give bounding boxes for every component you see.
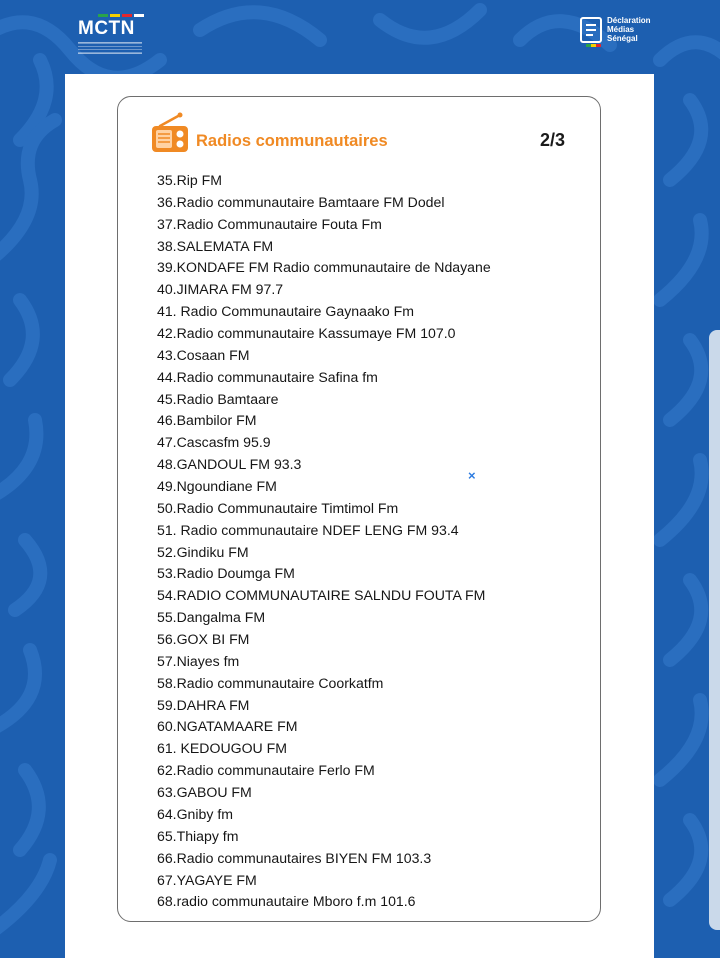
list-item: 35.Rip FM [157,172,223,188]
list-item: 38.SALEMATA FM [157,237,274,254]
page-indicator: 2/3 [540,130,566,150]
list-item: 56.GOX BI FM [157,631,250,648]
list-item: 39.KONDAFE FM Radio communautaire de Ndayane [157,259,491,276]
list-item: 48.GANDOUL FM 93.3 [157,456,302,473]
close-icon[interactable]: × [468,468,476,483]
list-item: 43.Cosaan FM [157,346,250,363]
radio-list [157,170,491,913]
list-item: 68.radio communautaire Mboro f.m 101.6 [157,893,416,910]
list-item: 54.RADIO COMMUNAUTAIRE SALNDU FOUTA FM [157,587,486,604]
list-item: 44.Radio communautaire Safina fm [157,368,378,385]
list-item: 50.Radio Communautaire Timtimol Fm [157,499,399,516]
card-header [150,112,388,154]
list-item: 45.Radio Bamtaare [157,390,279,407]
stripe-yellow [110,14,120,17]
list-item: 61. KEDOUGOU FM [157,740,287,757]
list-item: 59.DAHRA FM [157,696,250,713]
list-item: 52.Gindiku FM [157,543,249,560]
document-icon [580,17,602,43]
list-item: 63.GABOU FM [157,784,252,801]
list-item: 62.Radio communautaire Ferlo FM [157,762,375,779]
mctn-logo [78,14,144,54]
list-item: 41. Radio Communautaire Gaynaako Fm [157,303,414,320]
stripe-red [122,14,132,17]
list-item: 67.YAGAYE FM [157,871,257,888]
logo-flag-stripes [98,14,144,17]
side-panel-edge [709,330,720,930]
logo-text: MCTN [78,18,135,39]
list-item: 57.Niayes fm [157,652,240,669]
list-item: 65.Thiapy fm [157,827,239,844]
list-item: 58.Radio communautaire Coorkatfm [157,674,384,691]
list-item: 49.Ngoundiane FM [157,478,277,495]
list-item: 46.Bambilor FM [157,412,257,429]
stripe-white [134,14,144,17]
list-item: 64.Gniby fm [157,805,233,822]
declaration-label: Déclaration Médias Sénégal [607,16,651,43]
declaration-medias-logo [580,16,651,43]
list-item: 40.JIMARA FM 97.7 [157,281,284,298]
list-item: 66.Radio communautaires BIYEN FM 103.3 [157,849,432,866]
list-item: 51. Radio communautaire NDEF LENG FM 93.4 [157,521,459,538]
stripe-green [98,14,108,17]
list-item: 36.Radio communautaire Bamtaare FM Dodel [157,193,445,210]
list-item: 37.Radio Communautaire Fouta Fm [157,215,382,232]
list-item: 60.NGATAMAARE FM [157,718,298,735]
list-item: 55.Dangalma FM [157,609,266,626]
list-item: 42.Radio communautaire Kassumaye FM 107.0 [157,325,456,342]
logo-subtitle-lines [78,42,142,54]
card-title: Radios communautaires [196,132,388,150]
list-item: 47.Cascasfm 95.9 [157,434,271,451]
list-item: 53.Radio Doumga FM [157,565,295,582]
radio-icon [150,112,190,154]
